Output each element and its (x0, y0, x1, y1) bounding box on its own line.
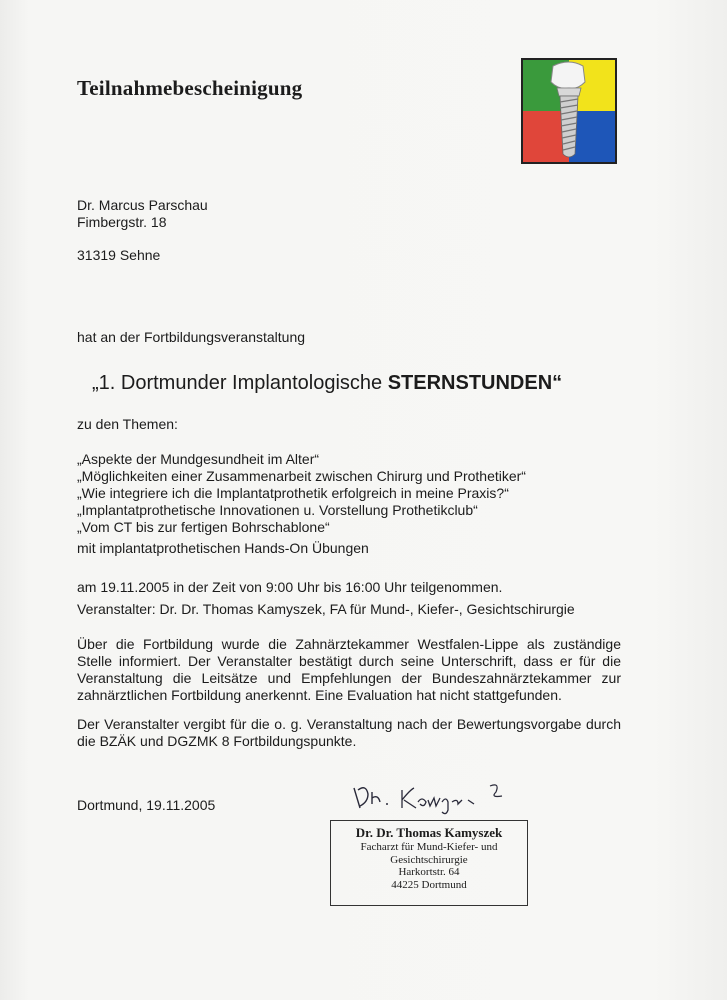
handson-text: mit implantatprothetischen Hands-On Übungen (77, 540, 369, 556)
stamp-line: Harkortstr. 64 (398, 866, 460, 878)
theme-item: „Möglichkeiten einer Zusammenarbeit zwischen Chirurg und Prothetiker“ (77, 468, 526, 484)
organizer-stamp (330, 820, 528, 906)
recipient-name: Dr. Marcus Parschau (77, 197, 208, 213)
recipient-address (77, 197, 208, 231)
implant-logo (521, 58, 617, 164)
recipient-city: 31319 Sehne (77, 247, 161, 263)
stamp-line: Gesichtschirurgie (390, 853, 468, 866)
attendance-date: am 19.11.2005 in der Zeit von 9:00 Uhr bis 16:00 Uhr teilgenommen. (77, 579, 503, 595)
event-title (92, 371, 562, 395)
stamp-name: Dr. Dr. Thomas Kamyszek (355, 825, 503, 840)
event-title-prefix: „1. Dortmunder Implantologische (92, 372, 388, 394)
handwritten-signature (350, 778, 530, 818)
stamp-line: 44225 Dortmund (391, 878, 467, 891)
event-title-highlight: STERNSTUNDEN“ (387, 372, 563, 394)
organizer-line: Veranstalter: Dr. Dr. Thomas Kamyszek, FA für Mund-, Kiefer-, Gesichtschirurgie (77, 601, 575, 617)
themes-list (77, 451, 526, 536)
theme-item: „Implantatprothetische Innovationen u. Vorstellung Prothetikclub“ (77, 502, 478, 518)
intro-text: hat an der Fortbildungsveranstaltung (77, 329, 306, 345)
chamber-info-paragraph: Über die Fortbildung wurde die Zahnärztekammer Westfalen-Lippe als zuständige Stelle informiert. Der Veranstalter bestätigt durch seine Unterschrift, dass er für die Veranstaltung die Leitsätze und Empfehlungen der Bundeszahnärztekammer zur zahnärztlichen Fortbildung anerkennt. Eine Evaluation hat nicht stattgefunden. (77, 636, 621, 703)
recipient-street: Fimbergstr. 18 (77, 214, 167, 230)
stamp-line: Facharzt für Mund-Kiefer- und (360, 841, 498, 853)
points-paragraph: Der Veranstalter vergibt für die o. g. Veranstaltung nach der Bewertungsvorgabe durch die BZÄK und DGZMK 8 Fortbildungspunkte. (77, 716, 621, 749)
theme-item: „Vom CT bis zur fertigen Bohrschablone“ (77, 519, 330, 535)
document-title: Teilnahmebescheinigung (77, 76, 303, 100)
themes-label: zu den Themen: (77, 416, 178, 432)
theme-item: „Wie integriere ich die Implantatprothetik erfolgreich in meine Praxis?“ (77, 485, 509, 501)
place-and-date: Dortmund, 19.11.2005 (77, 797, 216, 813)
theme-item: „Aspekte der Mundgesundheit im Alter“ (77, 451, 320, 467)
